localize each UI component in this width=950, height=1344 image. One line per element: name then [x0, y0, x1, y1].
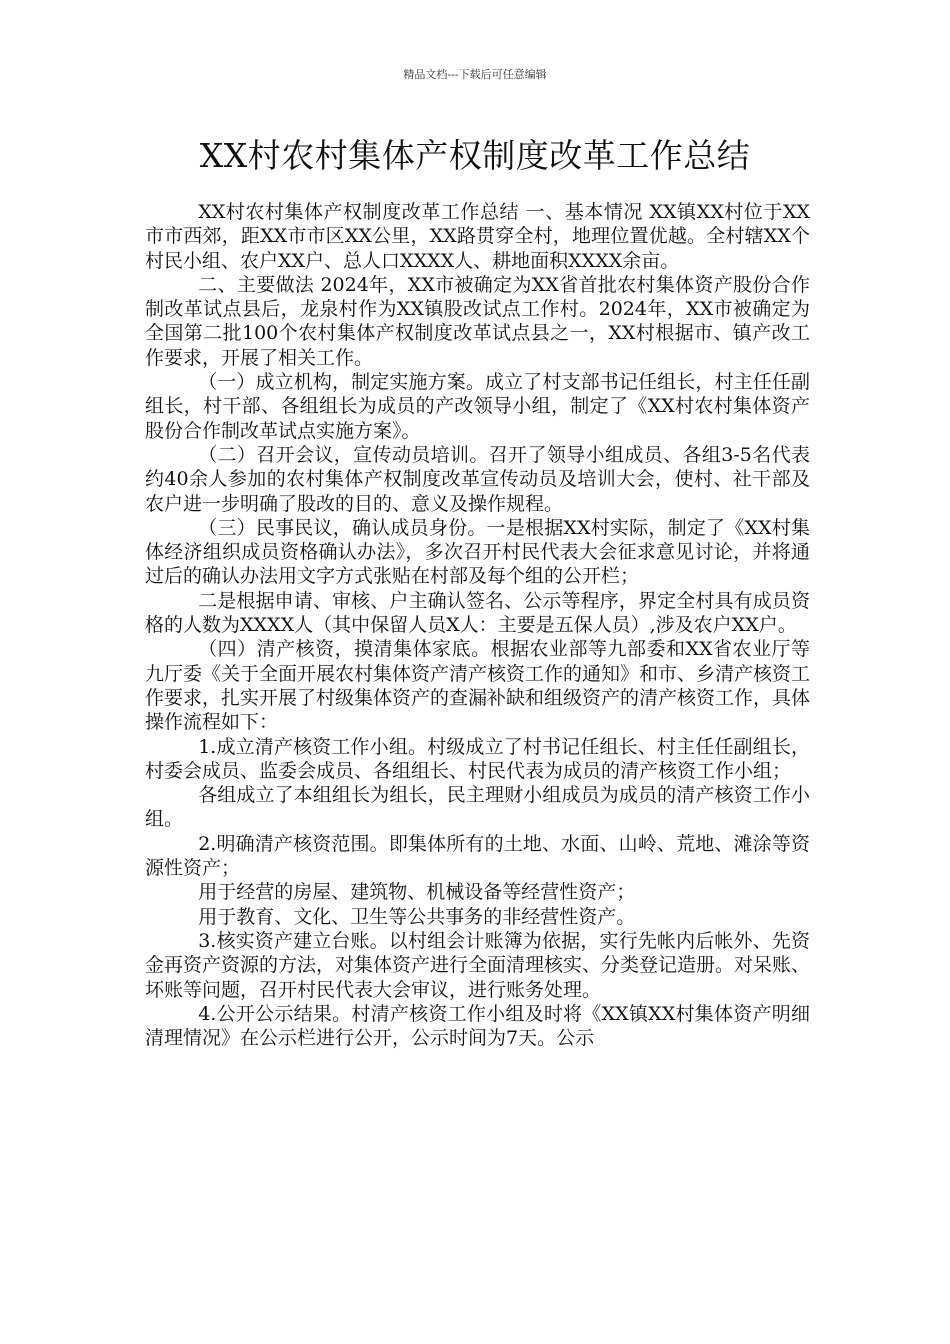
paragraph-main-practices: 二、主要做法 2024年，XX市被确定为XX省首批农村集体资产股份合作制改革试点县后，龙泉村作为XX镇股改试点工作村。2024年，XX市被确定为全国第二批100个农村集体产权制度改革试点县之一，XX村根据市、镇产改工作要求，开展了相关工作。	[145, 273, 810, 369]
paragraph-basic-info: XX村农村集体产权制度改革工作总结 一、基本情况 XX镇XX村位于XX市市西郊，距XX市市区XX公里，XX路贯穿全村，地理位置优越。全村辖XX个村民小组、农户XX户、总人口XXXX人、耕地面积XXXX余亩。	[145, 201, 810, 272]
header-note: 精品文档---下载后可任意编辑	[403, 68, 547, 81]
paragraph-member-count: 二是根据申请、审核、户主确认签名、公示等程序，界定全村具有成员资格的人数为XXXX人（其中保留人员X人：主要是五保人员）,涉及农户XX户。	[145, 589, 810, 637]
paragraph-step-3: 3.核实资产建立台账。以村组会计账簿为依据，实行先帐内后帐外、先资金再资产资源的方法，对集体资产进行全面清理核实、分类登记造册。对呆账、坏账等问题，召开村民代表大会审议，进行账务处理。	[145, 929, 811, 1001]
paragraph-member-identity: （三）民事民议，确认成员身份。一是根据XX村实际，制定了《XX村集体经济组织成员资格确认办法》，多次召开村民代表大会征求意见讨论，并将通过后的确认办法用文字方式张贴在村部及每个组的公开栏；	[145, 516, 810, 588]
paragraph-step-2-public: 用于教育、文化、卫生等公共事务的非经营性资产。	[198, 905, 636, 928]
document-body	[145, 200, 810, 1050]
paragraph-asset-verification: （四）清产核资，摸清集体家底。根据农业部等九部委和XX省农业厅等九厅委《关于全面开展农村集体资产清产核资工作的通知》和市、乡清产核资工作要求，扎实开展了村级集体资产的查漏补缺和组级资产的清产核资工作，具体操作流程如下：	[145, 638, 811, 734]
paragraph-step-4: 4.公开公示结果。村清产核资工作小组及时将《XX镇XX村集体资产明细清理情况》在公示栏进行公开，公示时间为7天。公示	[145, 1002, 810, 1050]
paragraph-establish-organization: （一）成立机构，制定实施方案。成立了村支部书记任组长，村主任任副组长，村干部、各组组长为成员的产改领导小组，制定了《XX村农村集体资产股份合作制改革试点实施方案》。	[145, 371, 810, 442]
paragraph-step-1: 1.成立清产核资工作小组。村级成立了村书记任组长、村主任任副组长，村委会成员、监委会成员、各组组长、村民代表为成员的清产核资工作小组；	[145, 735, 810, 782]
paragraph-step-1-groups: 各组成立了本组组长为组长，民主理财小组成员为成员的清产核资工作小组。	[145, 784, 810, 831]
document-title: XX村农村集体产权制度改革工作总结	[199, 136, 751, 175]
paragraph-hold-meetings: （二）召开会议，宣传动员培训。召开了领导小组成员、各组3-5名代表约40余人参加的农村集体产权制度改革宣传动员及培训大会，使村、社干部及农户进一步明确了股改的目的、意义及操作规程。	[145, 443, 810, 515]
paragraph-step-2: 2.明确清产核资范围。即集体所有的土地、水面、山岭、荒地、滩涂等资源性资产；	[145, 832, 810, 880]
paragraph-step-2-operating: 用于经营的房屋、建筑物、机械设备等经营性资产；	[198, 881, 636, 904]
